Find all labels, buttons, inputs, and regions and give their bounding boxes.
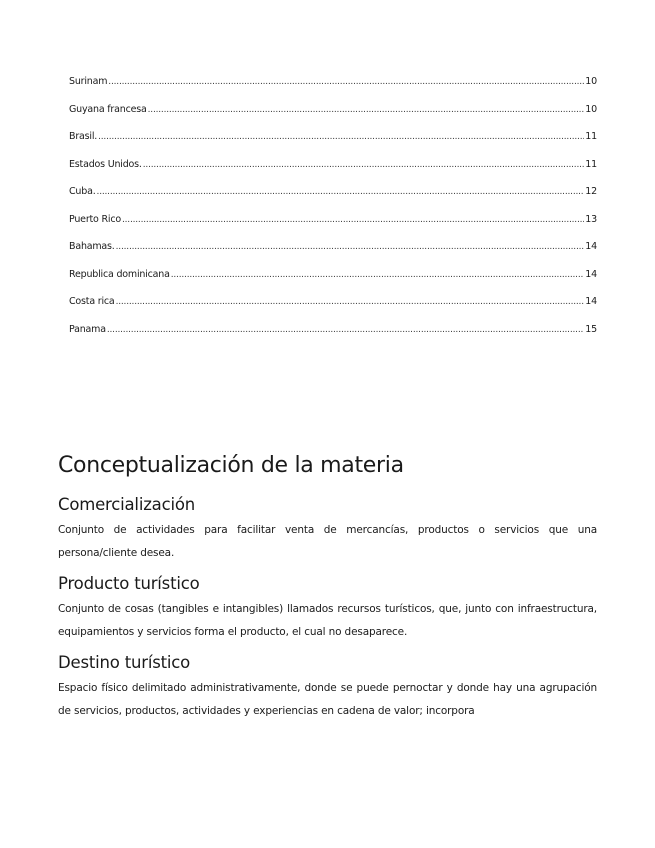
toc-entry-costa-rica[interactable]	[69, 296, 597, 324]
section-title-producto-turistico: Producto turístico	[58, 574, 200, 593]
section-title-comercializacion: Comercialización	[58, 495, 195, 514]
toc-leader	[171, 270, 585, 280]
table-of-contents	[69, 76, 597, 351]
toc-entry-surinam[interactable]	[69, 76, 597, 104]
toc-entry-estados-unidos[interactable]	[69, 159, 597, 187]
toc-leader	[108, 77, 584, 87]
toc-label: Guyana francesa	[69, 103, 147, 115]
toc-entry-panama[interactable]	[69, 324, 597, 352]
toc-page-number: 14	[585, 241, 597, 252]
toc-entry-bahamas[interactable]	[69, 241, 597, 269]
toc-label: Bahamas.	[69, 241, 115, 252]
toc-page-number: 13	[585, 213, 597, 225]
section-title-destino-turistico: Destino turístico	[58, 653, 191, 672]
toc-entry-republica-dominicana[interactable]	[69, 269, 597, 297]
document-body	[58, 449, 597, 723]
toc-leader	[122, 215, 584, 225]
toc-page-number: 15	[585, 323, 597, 335]
section-body-comercializacion: Conjunto de actividades para facilitar venta de mercancías, productos o servicios que una persona/cliente desea.	[58, 524, 597, 559]
toc-label: Surinam	[69, 76, 108, 87]
toc-page-number: 11	[585, 131, 597, 142]
toc-page-number: 11	[585, 158, 597, 170]
toc-page-number: 14	[585, 268, 597, 280]
toc-label: Republica dominicana	[69, 268, 170, 280]
toc-leader	[97, 187, 585, 197]
section-body-producto-turistico: Conjunto de cosas (tangibles e intangibles) llamados recursos turísticos, que, junto con infraestructura, equipamientos y servicios forma el producto, el cual no desaparece.	[58, 603, 597, 638]
toc-leader	[143, 160, 585, 170]
toc-label: Costa rica	[69, 296, 115, 307]
toc-page-number: 10	[585, 76, 597, 87]
toc-leader	[116, 297, 585, 307]
toc-label: Cuba.	[69, 186, 96, 197]
toc-label: Panama	[69, 323, 106, 335]
toc-page-number: 14	[585, 296, 597, 307]
section-body-destino-turistico: Espacio físico delimitado administrativamente, donde se puede pernoctar y donde hay una agrupación de servicios, productos, actividades y experiencias en cadena de valor; incorpora	[58, 682, 597, 717]
toc-label: Puerto Rico	[69, 213, 121, 225]
toc-entry-cuba[interactable]	[69, 186, 597, 214]
toc-entry-guyana-francesa[interactable]	[69, 104, 597, 132]
toc-page-number: 10	[585, 103, 597, 115]
toc-page-number: 12	[585, 186, 597, 197]
toc-leader	[116, 242, 585, 252]
toc-entry-brasil[interactable]	[69, 131, 597, 159]
toc-label: Brasil.	[69, 131, 98, 142]
toc-entry-puerto-rico[interactable]	[69, 214, 597, 242]
toc-leader	[107, 325, 584, 335]
toc-label: Estados Unidos.	[69, 158, 142, 170]
page-title: Conceptualización de la materia	[58, 453, 404, 478]
toc-leader	[98, 132, 584, 142]
toc-leader	[148, 105, 585, 115]
